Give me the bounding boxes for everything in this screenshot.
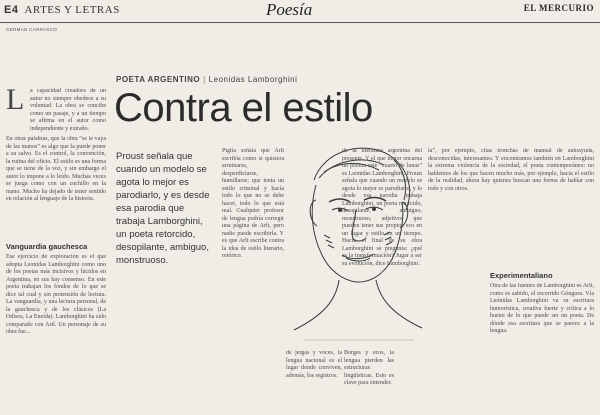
section-number: E4 xyxy=(4,4,19,16)
section-name: ARTES Y LETRAS xyxy=(24,4,120,16)
body-column-7b xyxy=(490,283,594,409)
section-label xyxy=(4,4,120,16)
article-title: Contra el estilo xyxy=(114,86,373,130)
kicker-label: POETA ARGENTINO xyxy=(116,75,201,84)
paragraph: Otra de las fuentes de Lamborghini es Arlt, como es sabido, el recorrido Góngora. Vía Leónidas Lamborghini va su escritura humorística, creativa fuerte y crítica a lo bueno de lo que puede ser un poeta. De dónde esa escritura que se parece a la lengua. xyxy=(490,283,594,334)
body-column-5 xyxy=(344,350,394,410)
publication-name: EL MERCURIO xyxy=(523,3,594,13)
article-deck: Proust señala que cuando un modelo se agota lo mejor es parodiarlo, y es desde esa parodia que trabaja Lamborghini, un poeta retorcido, desopilante, ambiguo, monstruoso. xyxy=(116,151,210,266)
body-column-1 xyxy=(6,136,106,240)
body-column-7 xyxy=(428,148,594,269)
kicker-name: Leonidas Lamborghini xyxy=(208,75,298,84)
header-divider xyxy=(0,22,600,23)
byline: GERMAN CARRASCO xyxy=(6,27,58,32)
paragraph: de jergas y voces, la lengua nacional es el lugar donde conviven, además, los registros. xyxy=(286,350,342,379)
paragraph: Ese ejercicio de exploración es el que adopta Leonidas Lamborghini como uno de los poetas más incisivos y lúcidos en Argentina, en sus hay consenso. En este poeta trabajan los fondos de lo que se dice tal cual y sin pretensión de lectura. La vanguardia, y una lectura personal, de la gauchesca y de los clásicos (La Odisea, La Eneida). Lamborghini ha sido comparado con Artl. Un personaje de su obra fue... xyxy=(6,254,106,335)
paragraph: de la literatura argentina del presente. Y el que mejor encarna un poema este “cuarto de lunas” es Leonidas Lamborghini. Proust señala que cuando un modelo se agota lo mejor es parodiarlo, y lo desde esa parodia trabaja Lamborghini, un poeta retorcido, desopilante, ambiguo, monstruoso, adjetivos que pueden tener sus propios eco en un lugar y estilo en un tiempo. Hacia el final de su obra Lamborghini se pregunta: ¿qué es la transformación? Jugar a ser su evolución, dice Lamborghini. xyxy=(342,148,422,267)
drop-cap: L xyxy=(6,83,25,116)
page-header xyxy=(0,0,600,22)
kicker xyxy=(116,75,297,84)
paragraph: En otras palabras, que la obra “se le vaya de las manos” es algo que la puede poner a su salvo. Es el control, la convención, la rutina del oficio. El estilo es una forma que se tiene de la voz, y sin embargo el autor lo impone a lo leído. Muchas veces se juega como con un cuchillo en la mano. Mucho ha dejado de tener sentido en relación al lenguaje de la historia. xyxy=(6,136,106,202)
page-title: Poesía xyxy=(266,0,313,19)
body-column-1-top xyxy=(30,88,106,136)
body-column-1b xyxy=(6,254,106,409)
paragraph: Piglia señala que Arlt escribía como si quisiera arruinarse, desperdiciarse, humillarse; que tenía un estilo criminal y hacía todo lo que no se debe hacer, todo lo que está mal. Cualquier profesor de lengua podría corregir una página de Arlt, pero nadie puede escribirla. Y es que Arlt escribe contra la idea de estilo literario, retórico. xyxy=(222,148,284,259)
body-column-3 xyxy=(222,148,284,410)
subheading-vanguardia: Vanguardia gauchesca xyxy=(6,242,88,251)
paragraph: Borges y ecos, la lengua pierden las estructuras lingüísticas. Esto es clave para entender. xyxy=(344,350,394,386)
subheading-experimentaliano: Experimentaliano xyxy=(490,271,553,280)
paragraph: a capacidad creadora de un autor no siempre obedece a su voluntad. La obra se concibe como un pasaje, y a un tiempo se afirma en el autor como independiente y extraño. xyxy=(30,88,106,132)
kicker-separator: | xyxy=(203,75,206,84)
body-column-6 xyxy=(342,148,422,348)
masthead xyxy=(524,3,594,13)
paragraph: la”, por ejemplo, citas tronchas de manual de autoayuda, desconocidas, interesantes. Y encontramos también en Lamborghini la extrema violencia de la sociedad, el poeta contemporáneo: no hablemos de los que hacen mucho más, por ejemplo, hacia el estilo de la realidad, ahora hay quienes buscan una forma de hablar con todo y con otros. xyxy=(428,148,594,192)
body-column-4 xyxy=(286,350,342,410)
